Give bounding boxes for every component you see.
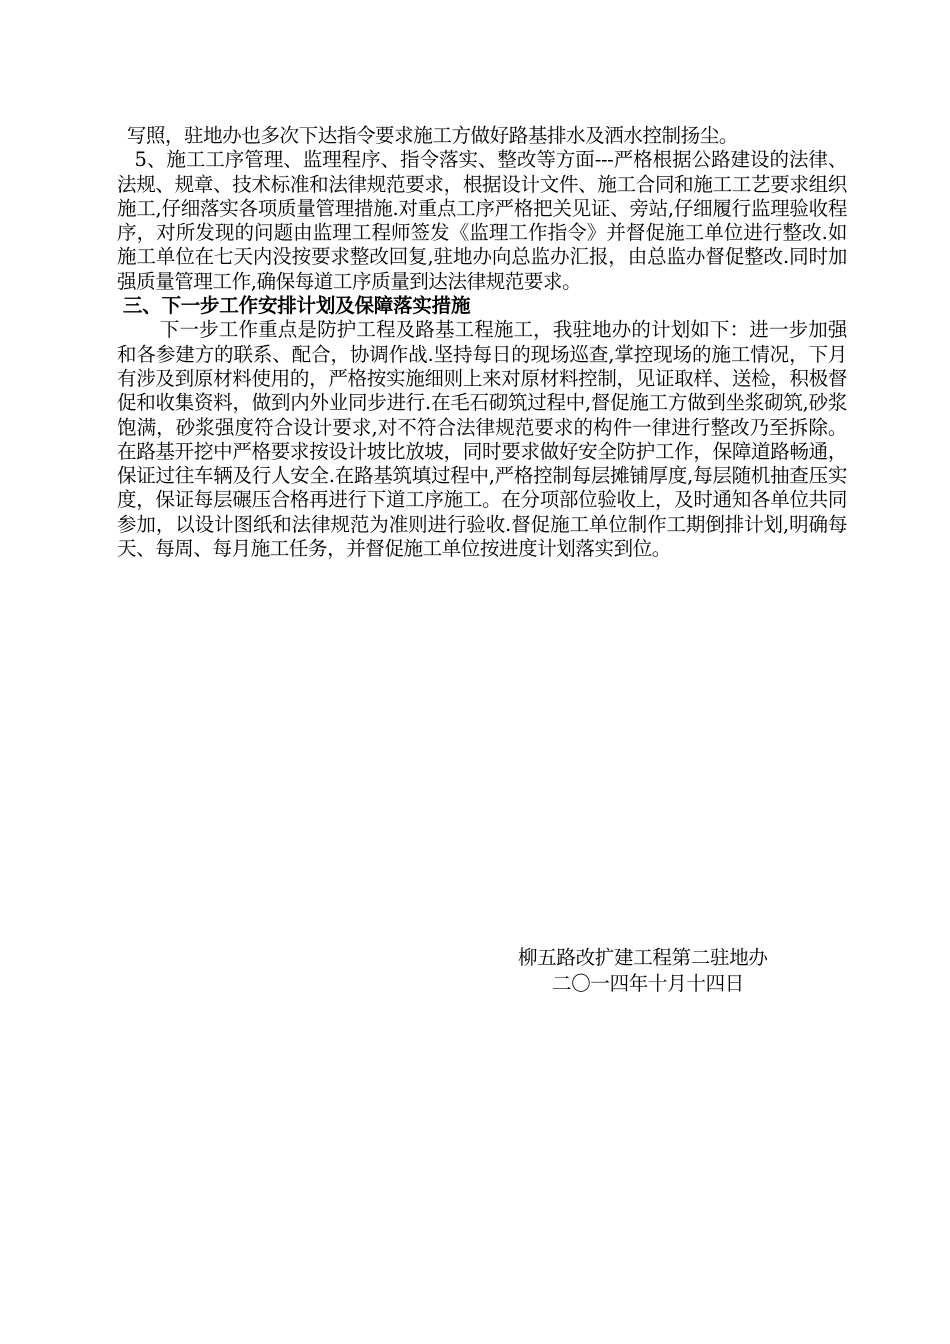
signature-date: 二〇一四年十月十四日: [552, 972, 745, 995]
paragraph-continuation: 写照，驻地办也多次下达指令要求施工方做好路基排水及洒水控制扬尘。: [126, 124, 738, 147]
document-body: [117, 124, 847, 561]
signature-organization: 柳五路改扩建工程第二驻地办: [518, 946, 768, 969]
section-paragraph: 下一步工作重点是防护工程及路基工程施工，我驻地办的计划如下：进一步加强和各参建方的联系、配合，协调作战.坚持每日的现场巡查,掌控现场的施工情况，下月有涉及到原材料使用的，严格按实施细则上来对原材料控制，见证取样、送检，积极督促和收集资料，做到内外业同步进行.在毛石砌筑过程中,督促施工方做到坐浆砌筑,砂浆饱满，砂浆强度符合设计要求,对不符合法律规范要求的构件一律进行整改乃至拆除。在路基开挖中严格要求按设计坡比放坡，同时要求做好安全防护工作，保障道路畅通，保证过往车辆及行人安全.在路基筑填过程中,严格控制每层摊铺厚度,每层随机抽查压实度，保证每层碾压合格再进行下道工序施工。在分项部位验收上，及时通知各单位共同参加，以设计图纸和法律规范为准则进行验收.督促施工单位制作工期倒排计划,明确每天、每周、每月施工任务，并督促施工单位按进度计划落实到位。: [117, 318, 847, 561]
signature-block: [518, 945, 818, 997]
section-heading: 三、下一步工作安排计划及保障落实措施: [122, 294, 471, 318]
paragraph-item-5: 5、施工工序管理、监理程序、指令落实、整改等方面---严格根据公路建设的法律、法规、规章、技术标准和法律规范要求，根据设计文件、施工合同和施工工艺要求组织施工,仔细落实各项质量管理措施.对重点工序严格把关见证、旁站,仔细履行监理验收程序，对所发现的问题由监理工程师签发《监理工作指令》并督促施工单位进行整改.如施工单位在七天内没按要求整改回复,驻地办向总监办汇报，由总监办督促整改.同时加强质量管理工作,确保每道工序质量到达法律规范要求。: [117, 148, 847, 293]
